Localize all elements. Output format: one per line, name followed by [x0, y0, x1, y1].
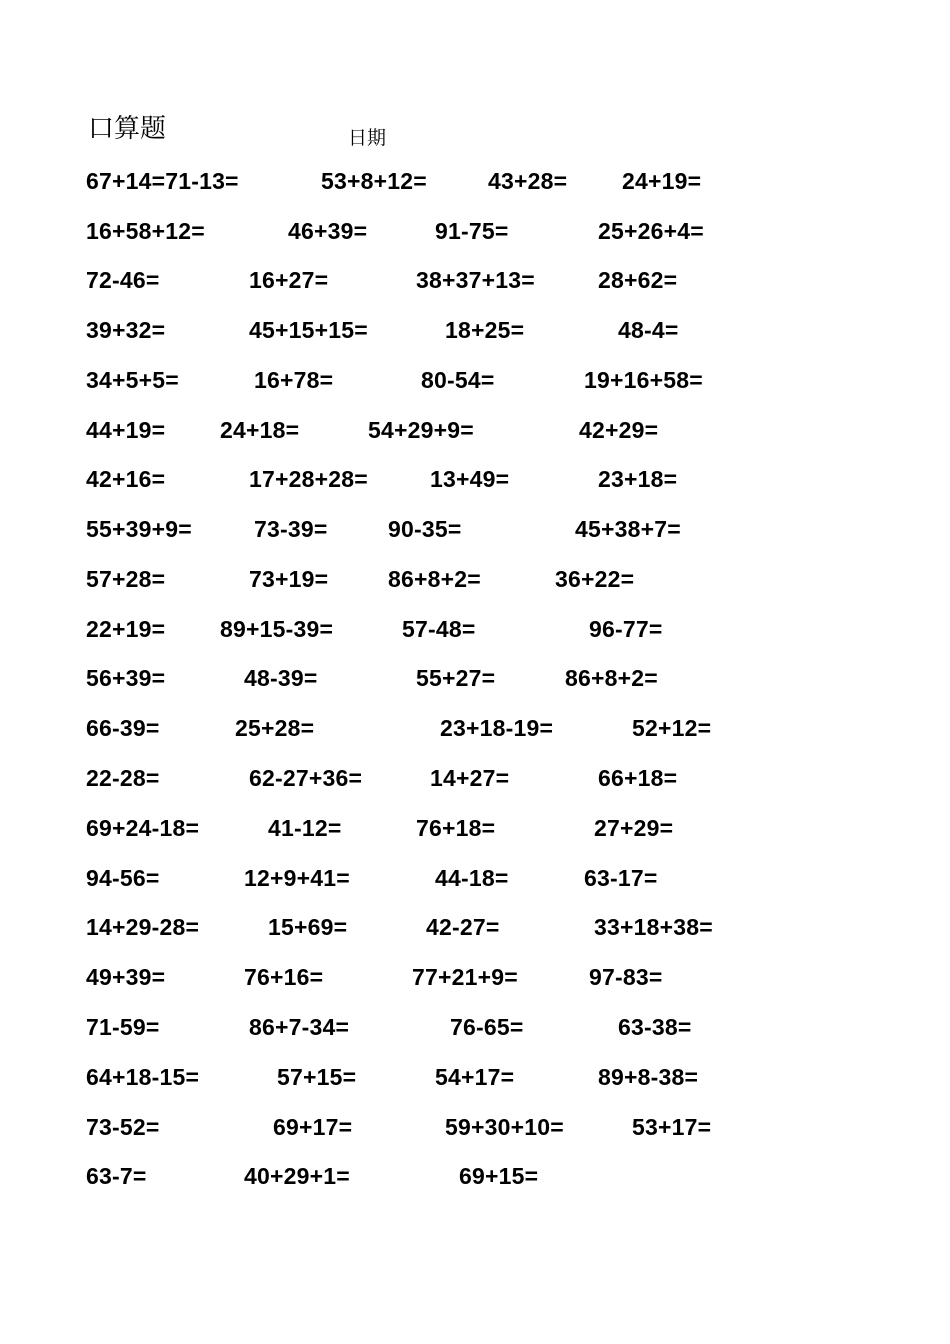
arithmetic-problem: 63-17=: [584, 865, 658, 891]
arithmetic-problem: 97-83=: [589, 964, 663, 990]
arithmetic-problem: 23+18=: [598, 466, 678, 492]
arithmetic-problem: 43+28=: [488, 168, 568, 194]
arithmetic-problem: 27+29=: [594, 815, 674, 841]
arithmetic-problem: 39+32=: [86, 317, 166, 343]
arithmetic-problem: 89+15-39=: [220, 616, 334, 642]
problem-row: [0, 959, 950, 995]
arithmetic-problem: 33+18+38=: [594, 914, 713, 940]
problem-row: [0, 710, 950, 746]
arithmetic-problem: 38+37+13=: [416, 267, 535, 293]
arithmetic-problem: 23+18-19=: [440, 715, 554, 741]
arithmetic-problem: 57-48=: [402, 616, 476, 642]
problem-row: [0, 1109, 950, 1145]
arithmetic-problem: 41-12=: [268, 815, 342, 841]
problem-row: [0, 461, 950, 497]
arithmetic-problem: 34+5+5=: [86, 367, 179, 393]
arithmetic-problem: 69+15=: [459, 1163, 539, 1189]
arithmetic-problem: 76+18=: [416, 815, 496, 841]
arithmetic-problem: 53+17=: [632, 1114, 712, 1140]
arithmetic-problem: 17+28+28=: [249, 466, 368, 492]
problem-row: [0, 1009, 950, 1045]
arithmetic-problem: 94-56=: [86, 865, 160, 891]
arithmetic-problem: 44+19=: [86, 417, 166, 443]
arithmetic-problem: 91-75=: [435, 218, 509, 244]
arithmetic-problem: 73-52=: [86, 1114, 160, 1140]
problem-row: [0, 1059, 950, 1095]
arithmetic-problem: 54+29+9=: [368, 417, 474, 443]
arithmetic-problem: 14+27=: [430, 765, 510, 791]
arithmetic-problem: 76+16=: [244, 964, 324, 990]
arithmetic-problem: 53+8+12=: [321, 168, 427, 194]
arithmetic-problem: 55+39+9=: [86, 516, 192, 542]
arithmetic-problem: 86+8+2=: [565, 665, 658, 691]
arithmetic-problem: 55+27=: [416, 665, 496, 691]
problem-row: [0, 909, 950, 945]
arithmetic-problem: 42-27=: [426, 914, 500, 940]
arithmetic-problem: 45+38+7=: [575, 516, 681, 542]
arithmetic-problem: 52+12=: [632, 715, 712, 741]
problem-row: [0, 860, 950, 896]
arithmetic-problem: 54+17=: [435, 1064, 515, 1090]
arithmetic-problem: 42+29=: [579, 417, 659, 443]
problem-row: [0, 412, 950, 448]
arithmetic-problem: 66-39=: [86, 715, 160, 741]
arithmetic-problem: 69+17=: [273, 1114, 353, 1140]
problem-row: [0, 312, 950, 348]
arithmetic-problem: 86+8+2=: [388, 566, 481, 592]
arithmetic-problem: 57+28=: [86, 566, 166, 592]
arithmetic-problem: 12+9+41=: [244, 865, 350, 891]
arithmetic-problem: 19+16+58=: [584, 367, 703, 393]
arithmetic-problem: 77+21+9=: [412, 964, 518, 990]
arithmetic-problem: 42+16=: [86, 466, 166, 492]
problem-row: [0, 262, 950, 298]
arithmetic-problem: 96-77=: [589, 616, 663, 642]
arithmetic-problem: 24+18=: [220, 417, 300, 443]
arithmetic-problem: 46+39=: [288, 218, 368, 244]
arithmetic-problem: 72-46=: [86, 267, 160, 293]
problem-row: [0, 511, 950, 547]
arithmetic-problem: 36+22=: [555, 566, 635, 592]
problem-row: [0, 1158, 950, 1194]
arithmetic-problem: 22+19=: [86, 616, 166, 642]
arithmetic-problem: 16+58+12=: [86, 218, 205, 244]
problem-row: [0, 362, 950, 398]
arithmetic-problem: 13+49=: [430, 466, 510, 492]
arithmetic-problem: 15+69=: [268, 914, 348, 940]
arithmetic-problem: 40+29+1=: [244, 1163, 350, 1189]
arithmetic-problem: 73+19=: [249, 566, 329, 592]
arithmetic-problem: 16+27=: [249, 267, 329, 293]
arithmetic-problem: 90-35=: [388, 516, 462, 542]
problem-row: [0, 611, 950, 647]
arithmetic-problem: 73-39=: [254, 516, 328, 542]
arithmetic-problem: 49+39=: [86, 964, 166, 990]
arithmetic-problem: 57+15=: [277, 1064, 357, 1090]
worksheet-title: 口算题: [88, 114, 167, 144]
arithmetic-problem: 63-7=: [86, 1163, 147, 1189]
arithmetic-problem: 48-39=: [244, 665, 318, 691]
arithmetic-problem: 16+78=: [254, 367, 334, 393]
arithmetic-problem: 56+39=: [86, 665, 166, 691]
arithmetic-problem: 64+18-15=: [86, 1064, 200, 1090]
problem-row: [0, 660, 950, 696]
arithmetic-problem: 22-28=: [86, 765, 160, 791]
problem-row: [0, 213, 950, 249]
arithmetic-problem: 89+8-38=: [598, 1064, 699, 1090]
arithmetic-problem: 44-18=: [435, 865, 509, 891]
problem-row: [0, 810, 950, 846]
arithmetic-problem: 45+15+15=: [249, 317, 368, 343]
date-label: 日期: [348, 127, 387, 149]
arithmetic-problem: 67+14=71-13=: [86, 168, 239, 194]
arithmetic-problem: 86+7-34=: [249, 1014, 350, 1040]
arithmetic-problem: 66+18=: [598, 765, 678, 791]
arithmetic-problem: 80-54=: [421, 367, 495, 393]
arithmetic-problem: 14+29-28=: [86, 914, 200, 940]
arithmetic-problem: 63-38=: [618, 1014, 692, 1040]
arithmetic-problem: 62-27+36=: [249, 765, 363, 791]
arithmetic-problem: 69+24-18=: [86, 815, 200, 841]
arithmetic-problem: 28+62=: [598, 267, 678, 293]
arithmetic-problem: 59+30+10=: [445, 1114, 564, 1140]
arithmetic-problem: 25+26+4=: [598, 218, 704, 244]
arithmetic-problem: 18+25=: [445, 317, 525, 343]
arithmetic-problem: 48-4=: [618, 317, 679, 343]
arithmetic-problem: 76-65=: [450, 1014, 524, 1040]
arithmetic-problem: 24+19=: [622, 168, 702, 194]
problem-row: [0, 561, 950, 597]
arithmetic-problem: 25+28=: [235, 715, 315, 741]
problem-row: [0, 760, 950, 796]
problem-row: [0, 163, 950, 199]
arithmetic-problem: 71-59=: [86, 1014, 160, 1040]
